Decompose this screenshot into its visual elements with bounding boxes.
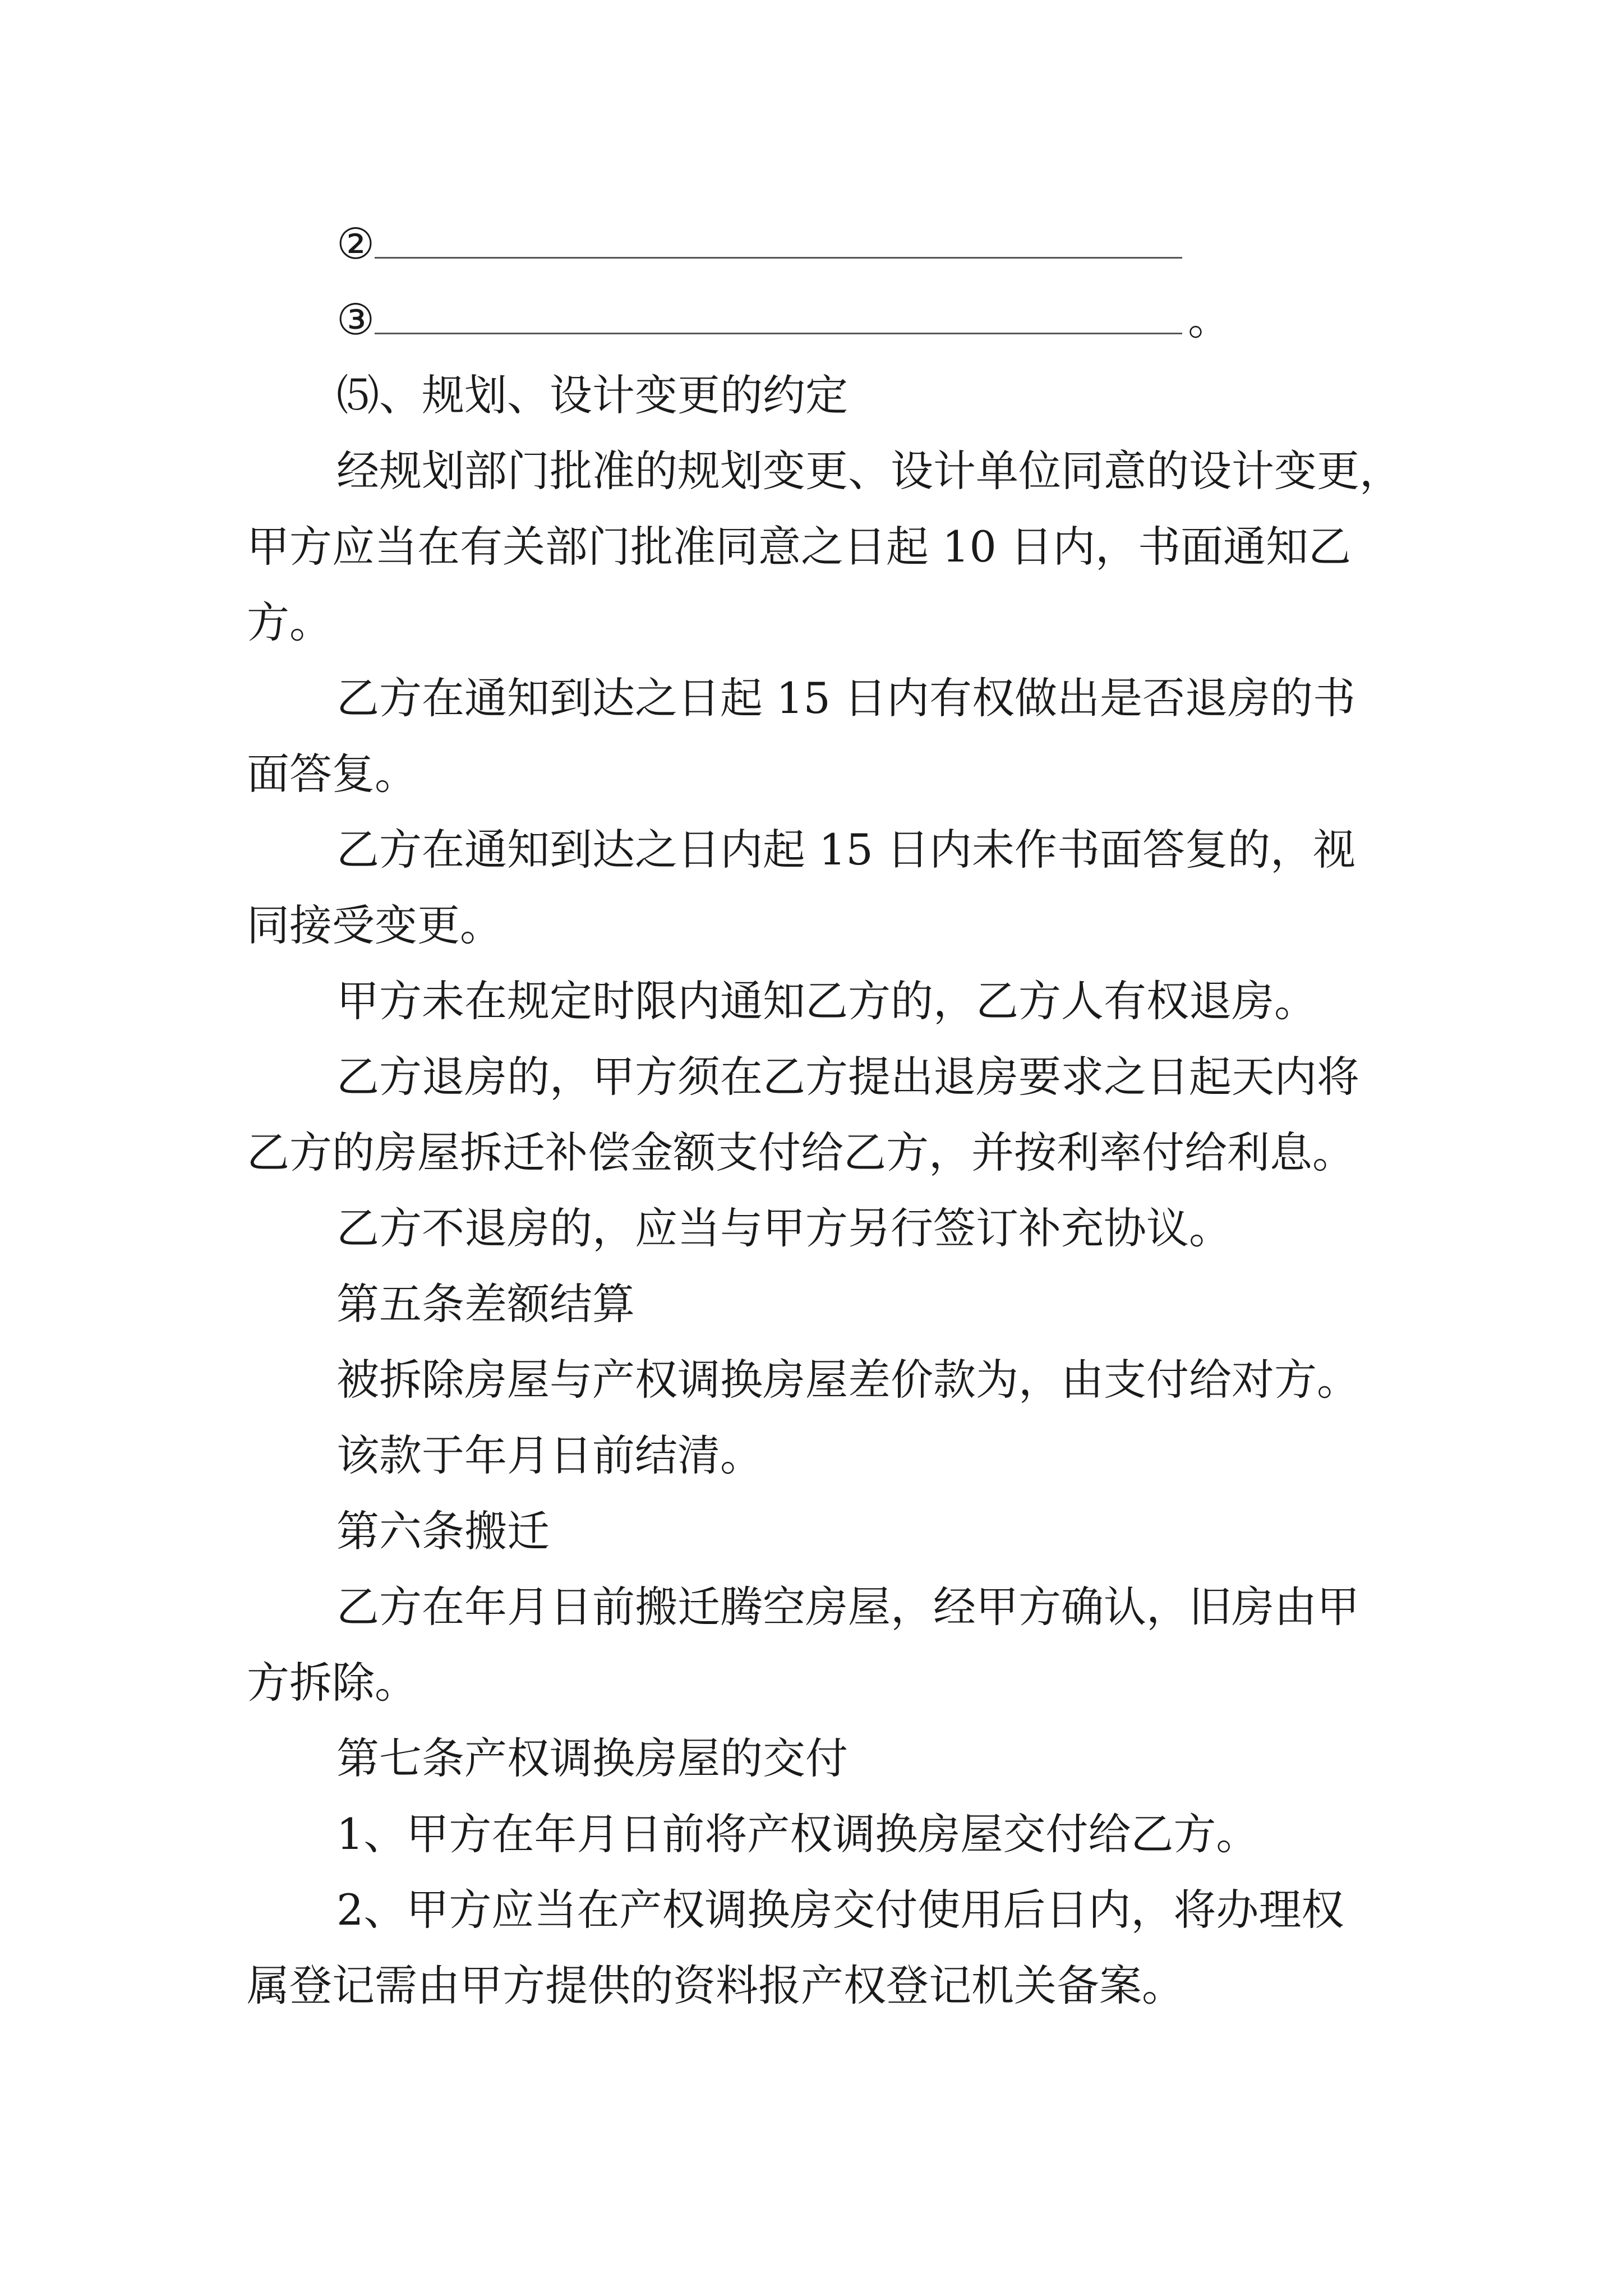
blank-item-2 xyxy=(336,216,1188,272)
section-heading: ⑸、规划、设计变更的约定 xyxy=(336,370,848,420)
paragraph-line: 面答复。 xyxy=(247,749,417,799)
paragraph-line: 被拆除房屋与产权调换房屋差价款为，由支付给对方。 xyxy=(336,1355,1359,1405)
item-marker: ③ xyxy=(336,295,375,344)
paragraph-line: 1、甲方在年月日前将产权调换房屋交付给乙方。 xyxy=(336,1809,1259,1859)
article-heading: 第七条产权调换房屋的交付 xyxy=(336,1733,848,1783)
paragraph-line: 方。 xyxy=(247,597,332,647)
item-end: 。 xyxy=(1188,295,1231,344)
article-heading: 第六条搬迁 xyxy=(336,1506,550,1556)
paragraph-line: 乙方在通知到达之日内起 15 日内未作书面答复的，视 xyxy=(336,825,1356,875)
paragraph-line: 经规划部门批准的规划变更、设计单位同意的设计变更， xyxy=(336,446,1402,496)
paragraph-line: 乙方在通知到达之日起 15 日内有权做出是否退房的书 xyxy=(336,673,1356,723)
item-marker: ② xyxy=(336,219,375,269)
paragraph-line: 该款于年月日前结清。 xyxy=(336,1430,763,1480)
paragraph-line: 乙方在年月日前搬迁腾空房屋，经甲方确认，旧房由甲 xyxy=(336,1582,1359,1632)
paragraph-line: 乙方的房屋拆迁补偿金额支付给乙方，并按利率付给利息。 xyxy=(247,1128,1355,1177)
paragraph-line: 属登记需由甲方提供的资料报产权登记机关备案。 xyxy=(247,1961,1184,2010)
paragraph-line: 甲方未在规定时限内通知乙方的，乙方人有权退房。 xyxy=(336,976,1317,1026)
paragraph-line: 甲方应当在有关部门批准同意之日起 10 日内，书面通知乙 xyxy=(247,522,1352,572)
fill-in-blank xyxy=(375,330,1182,334)
blank-item-3 xyxy=(336,292,1230,348)
paragraph-line: 乙方退房的，甲方须在乙方提出退房要求之日起天内将 xyxy=(336,1052,1359,1102)
paragraph-line: 同接受变更。 xyxy=(247,900,502,950)
paragraph-line: 乙方不退房的，应当与甲方另行签订补充协议。 xyxy=(336,1203,1232,1253)
article-heading: 第五条差额结算 xyxy=(336,1279,635,1329)
paragraph-line: 方拆除。 xyxy=(247,1658,417,1708)
paragraph-line: 2、甲方应当在产权调换房交付使用后日内，将办理权 xyxy=(336,1885,1344,1935)
fill-in-blank xyxy=(375,255,1182,259)
